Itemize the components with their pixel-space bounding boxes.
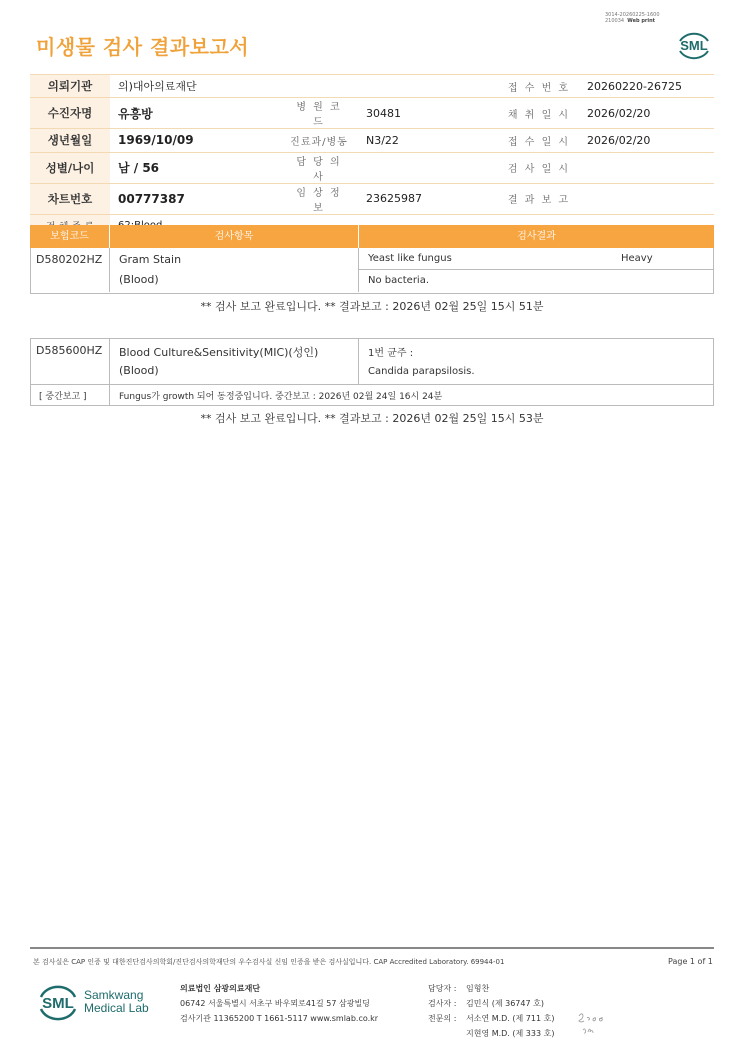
result2-result-line1: 1번 균주 : bbox=[368, 348, 414, 359]
clinical-label: 임 상 정 보 bbox=[280, 183, 358, 214]
dob-label: 생년월일 bbox=[30, 129, 110, 152]
result1-complete-note: ** 검사 보고 완료입니다. ** 결과보고 : 2026년 02월 25일 15시 51분 bbox=[200, 300, 544, 313]
reception-date-label: 접 수 일 시 bbox=[499, 129, 579, 152]
reception-no-label: 접 수 번 호 bbox=[499, 75, 579, 98]
result2-result-line2: Candida parapsilosis. bbox=[368, 366, 475, 377]
result1-item-line2: (Blood) bbox=[119, 273, 159, 286]
sex-age-label: 성별/나이 bbox=[30, 152, 110, 183]
results-header bbox=[30, 225, 714, 248]
brand-line2: Medical Lab bbox=[84, 1001, 149, 1015]
test-date-value bbox=[579, 152, 714, 183]
dob-value: 1969/10/09 bbox=[110, 129, 280, 152]
sml-footer-logo-icon bbox=[36, 982, 80, 1022]
org-address: 06742 서울특별시 서초구 바우뫼로41길 57 삼광빌딩 bbox=[180, 999, 370, 1008]
report-title: 미생물 검사 결과보고서 bbox=[36, 35, 250, 59]
manager-label: 담당자 : bbox=[428, 984, 457, 993]
request-org-value: 의)대아의료재단 bbox=[110, 75, 499, 98]
result1-result-line2: No bacteria. bbox=[368, 275, 430, 286]
tester-label: 검사자 : bbox=[428, 999, 457, 1008]
result-report-value bbox=[579, 183, 714, 214]
result2-complete-note: ** 검사 보고 완료입니다. ** 결과보고 : 2026년 02월 25일 15시 53분 bbox=[200, 412, 544, 425]
request-org-label: 의뢰기관 bbox=[30, 75, 110, 98]
brand-name bbox=[84, 989, 149, 1015]
chart-no-value: 00777387 bbox=[110, 183, 280, 214]
result2-item-line2: (Blood) bbox=[119, 364, 159, 377]
brand-line1: Samkwang bbox=[84, 988, 144, 1002]
org-contact: 검사기관 11365200 T 1661-5117 www.smlab.co.kr bbox=[180, 1014, 379, 1023]
dept-value: N3/22 bbox=[358, 129, 499, 152]
collect-date-value: 2026/02/20 bbox=[579, 98, 714, 129]
result-row-gram-stain bbox=[30, 248, 714, 294]
doctor-value bbox=[358, 152, 499, 183]
reception-date-value: 2026/02/20 bbox=[579, 129, 714, 152]
clinical-value: 23625987 bbox=[358, 183, 499, 214]
tester-name: 김민식 (제 36747 호) bbox=[466, 999, 544, 1008]
print-id bbox=[605, 12, 660, 24]
manager-name: 임형찬 bbox=[466, 984, 490, 993]
result-report-label: 결 과 보 고 bbox=[499, 183, 579, 214]
footer-divider bbox=[30, 947, 714, 949]
header-code: 보험코드 bbox=[50, 231, 89, 242]
page-number: Page 1 of 1 bbox=[668, 957, 713, 966]
print-id-code: 210034 bbox=[605, 18, 625, 24]
result1-code: D580202HZ bbox=[36, 253, 103, 266]
collect-date-label: 채 취 일 시 bbox=[499, 98, 579, 129]
patient-value: 유흥방 bbox=[110, 98, 280, 129]
header-result: 검사결과 bbox=[517, 231, 556, 242]
hospital-code-label: 병 원 코 드 bbox=[280, 98, 358, 129]
org-name: 의료법인 삼광의료재단 bbox=[180, 984, 261, 993]
doctor-label: 담 당 의 사 bbox=[280, 152, 358, 183]
sex-age-value: 남 / 56 bbox=[110, 152, 280, 183]
print-id-label: Web print bbox=[627, 18, 656, 24]
hospital-code-value: 30481 bbox=[358, 98, 499, 129]
result1-result-line1: Yeast like fungus bbox=[368, 253, 452, 264]
patient-info-table bbox=[30, 74, 714, 238]
sml-logo-icon bbox=[674, 26, 714, 64]
staff-info bbox=[428, 981, 554, 1041]
org-info bbox=[180, 981, 378, 1026]
dept-label: 진료과/병동 bbox=[280, 129, 358, 152]
specialist1-name: 서소연 M.D. (제 711 호) bbox=[466, 1014, 555, 1023]
interim-text: Fungus가 growth 되어 동정중입니다. 중간보고 : 2026년 02월 24일 16시 24분 bbox=[119, 392, 443, 402]
result2-item-line1: Blood Culture&Sensitivity(MIC)(성인) bbox=[119, 346, 319, 359]
specialist-label: 전문의 : bbox=[428, 1014, 457, 1023]
result1-result-grade: Heavy bbox=[621, 253, 653, 264]
sml-footer-logo-text: SML bbox=[42, 995, 74, 1012]
accreditation-note: 본 검사실은 CAP 인증 및 대한진단검사의학회/진단검사의학재단의 우수검사실 신임 인증을 받은 검사실입니다. CAP Accredited Laboratory. 69944-01 bbox=[33, 958, 505, 966]
result1-item-line1: Gram Stain bbox=[119, 253, 182, 266]
specialist2-name: 지현영 M.D. (제 333 호) bbox=[466, 1029, 555, 1038]
reception-no-value: 20260220-26725 bbox=[579, 75, 714, 98]
patient-label: 수진자명 bbox=[30, 98, 110, 129]
interim-label: [ 중간보고 ] bbox=[39, 392, 87, 402]
test-date-label: 검 사 일 시 bbox=[499, 152, 579, 183]
signature-icon bbox=[575, 1008, 611, 1036]
result2-code: D585600HZ bbox=[36, 344, 103, 357]
print-id-line1: 3014-20260225-1600 bbox=[605, 12, 660, 18]
chart-no-label: 차트번호 bbox=[30, 183, 110, 214]
header-item: 검사항목 bbox=[214, 231, 254, 242]
sml-logo-text: SML bbox=[680, 38, 708, 53]
result-row-blood-culture bbox=[30, 338, 714, 406]
